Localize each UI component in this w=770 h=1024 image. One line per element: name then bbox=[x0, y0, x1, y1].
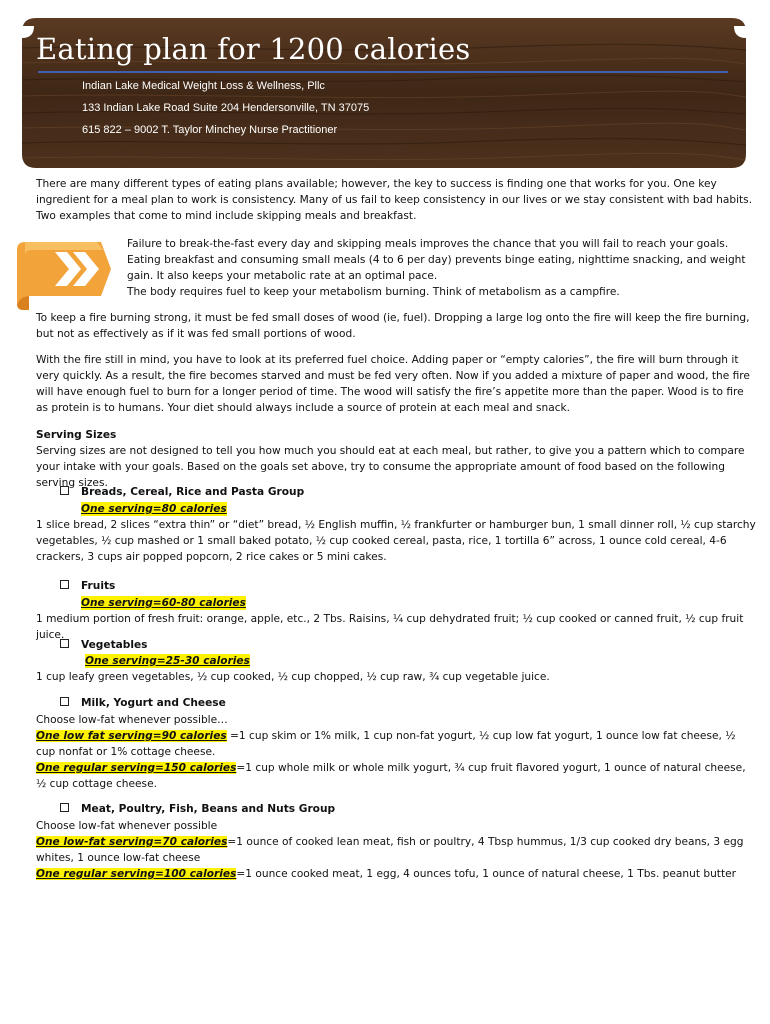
milk-lowfat-label: One low fat serving=90 calories bbox=[36, 730, 227, 742]
vegetables-group-heading bbox=[60, 639, 148, 651]
vegetables-items: 1 cup leafy green vegetables, ½ cup cooked, ½ cup chopped, ½ cup raw, ¾ cup vegetable juice. bbox=[36, 671, 550, 683]
milk-title: Milk, Yogurt and Cheese bbox=[81, 697, 226, 709]
meat-group-heading bbox=[60, 803, 335, 815]
meat-lowfat-label: One low-fat serving=70 calories bbox=[36, 836, 228, 848]
chevron-arrows-icon bbox=[11, 236, 111, 310]
milk-group-heading bbox=[60, 697, 226, 709]
milk-regular-items: =1 cup whole milk or whole milk yogurt, ¾ cup fruit flavored yogurt, 1 ounce of natural cheese, ½ cup cottage cheese. bbox=[36, 762, 746, 790]
milk-lowfat-items: =1 cup skim or 1% milk, 1 cup non-fat yogurt, ½ cup low fat yogurt, 1 ounce low fat cheese, ½ cup nonfat or 1% cottage cheese. bbox=[36, 730, 736, 758]
callout-paragraph-2: The body requires fuel to keep your metabolism burning. Think of metabolism as a campfire. bbox=[127, 286, 620, 298]
milk-lowfat-line bbox=[36, 728, 756, 760]
fruits-items: 1 medium portion of fresh fruit: orange, apple, etc., 2 Tbs. Raisins, ¼ cup dehydrated fruit; ½ cup cooked or canned fruit, ½ cup fruit juice. bbox=[36, 613, 744, 641]
title-underline bbox=[38, 71, 728, 73]
checkbox-icon bbox=[60, 803, 69, 812]
breads-serving: One serving=80 calories bbox=[81, 503, 227, 515]
meat-lowfat-line bbox=[36, 834, 756, 866]
breads-title: Breads, Cereal, Rice and Pasta Group bbox=[81, 486, 305, 498]
checkbox-icon bbox=[60, 639, 69, 648]
breads-group-heading bbox=[60, 486, 304, 498]
serving-sizes-text: Serving sizes are not designed to tell you how much you should eat at each meal, but rather, to give you a pattern which to compare your intake with your goals. Based on the goals set above, try to consume the appropriate amount of food based on the following serving sizes. bbox=[36, 445, 745, 489]
callout-paragraph-1: Failure to break-the-fast every day and skipping meals improves the chance that you will fail to reach your goals. Eating breakfast and consuming small meals (4 to 6 per day) prevents binge eating, nighttime snacking, and weight gain. It also keeps your metabolic rate at an optimal pace. bbox=[127, 238, 746, 282]
intro-paragraph: There are many different types of eating plans available; however, the key to success is finding one that works for you. One key ingredient for a meal plan to work is consistency. Many of us fail to keep consistency in our lives or we stay consistent with bad habits. Two examples that come to mind include skipping meals and breakfast. bbox=[36, 178, 753, 222]
checkbox-icon bbox=[60, 486, 69, 495]
org-name: Indian Lake Medical Weight Loss & Wellness, Pllc bbox=[82, 80, 325, 92]
fruits-title: Fruits bbox=[81, 580, 116, 592]
checkbox-icon bbox=[60, 697, 69, 706]
meat-regular-items: =1 ounce cooked meat, 1 egg, 4 ounces tofu, 1 ounce of natural cheese, 1 Tbs. peanut butter bbox=[236, 868, 736, 880]
org-address: 133 Indian Lake Road Suite 204 Hendersonville, TN 37075 bbox=[82, 102, 370, 114]
meat-note: Choose low-fat whenever possible bbox=[36, 820, 218, 832]
header-banner bbox=[22, 18, 746, 168]
checkbox-icon bbox=[60, 580, 69, 589]
fruits-group-heading bbox=[60, 580, 115, 592]
fruits-serving: One serving=60-80 calories bbox=[81, 597, 246, 609]
vegetables-serving: One serving=25-30 calories bbox=[85, 655, 250, 667]
fuel-paragraph: With the fire still in mind, you have to look at its preferred fuel choice. Adding paper or “empty calories”, the fire will burn through it very quickly. As a result, the fire becomes starved and must be fed very often. Now if you added a mixture of paper and wood, the fire will have enough fuel to burn for a longer period of time. The wood will satisfy the fire’s appetite more than the paper. Wood is to fire as protein is to humans. Your diet should always include a source of protein at each meal and snack. bbox=[36, 354, 750, 414]
vegetables-title: Vegetables bbox=[81, 639, 148, 651]
serving-sizes-heading: Serving Sizes bbox=[36, 429, 117, 441]
breads-items: 1 slice bread, 2 slices “extra thin” or “diet” bread, ½ English muffin, ½ frankfurter or hamburger bun, 1 small dinner roll, ½ cup starchy vegetables, ½ cup mashed or 1 small baked potato, ½ cup cooked cereal, pasta, rice, 1 tortilla 6” across, 1 ounce cold cereal, 4-6 crackers, 3 cups air popped popcorn, 2 rice cakes or 5 mini cakes. bbox=[36, 519, 756, 563]
org-phone: 615 822 – 9002 T. Taylor Minchey Nurse Practitioner bbox=[82, 124, 338, 136]
page-title: Eating plan for 1200 calories bbox=[36, 32, 471, 66]
milk-regular-label: One regular serving=150 calories bbox=[36, 762, 237, 774]
meat-lowfat-items: =1 ounce of cooked lean meat, fish or poultry, 4 Tbsp hummus, 1/3 cup cooked dry beans, 3 egg whites, 1 ounce low-fat cheese bbox=[36, 836, 744, 864]
meat-title: Meat, Poultry, Fish, Beans and Nuts Group bbox=[81, 803, 336, 815]
meat-regular-line bbox=[36, 866, 756, 882]
meat-regular-label: One regular serving=100 calories bbox=[36, 868, 237, 880]
milk-note: Choose low-fat whenever possible… bbox=[36, 714, 228, 726]
fire-paragraph: To keep a fire burning strong, it must be fed small doses of wood (ie, fuel). Dropping a large log onto the fire will keep the fire burning, but not as effectively as if it was fed small portions of wood. bbox=[36, 312, 750, 340]
milk-regular-line bbox=[36, 760, 756, 792]
